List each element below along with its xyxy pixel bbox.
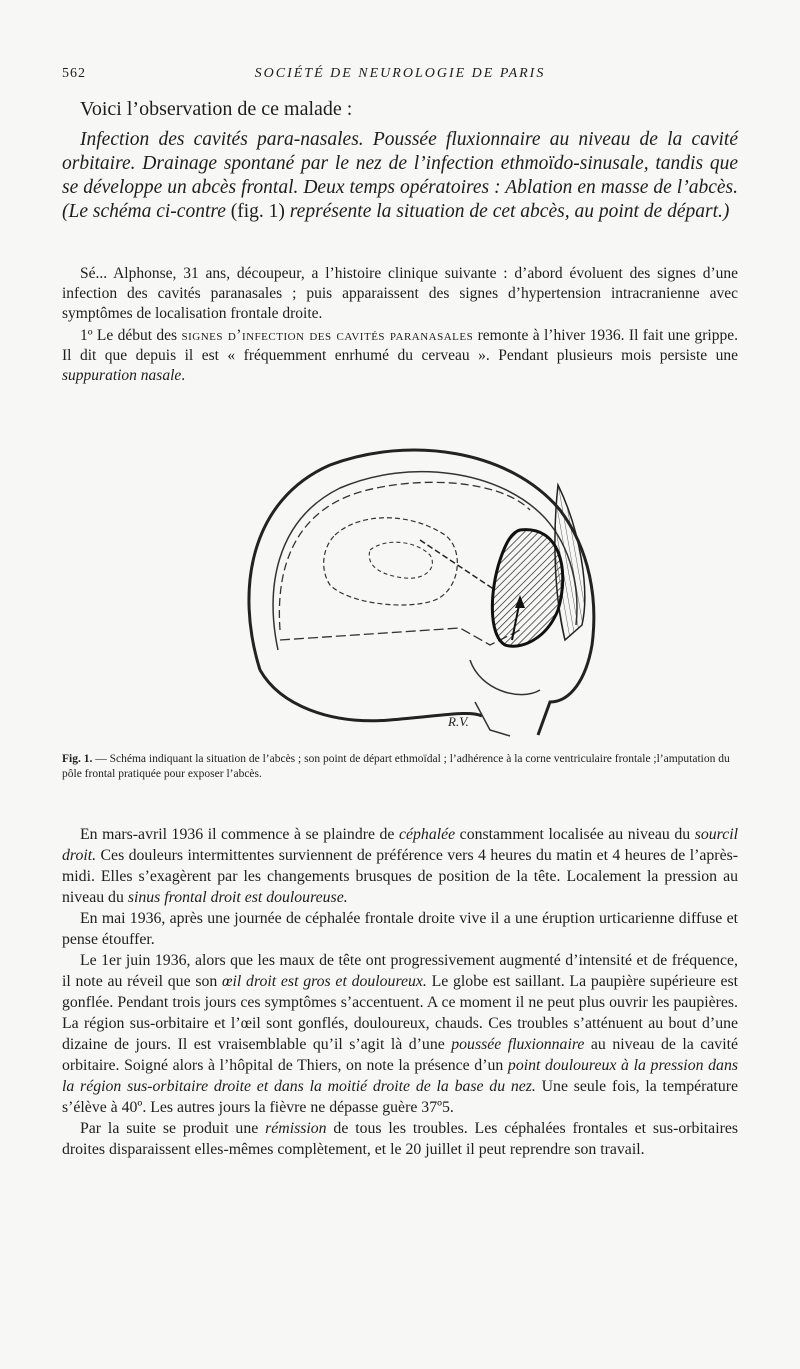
case-summary: Infection des cavités para-nasales. Poussée fluxionnaire au niveau de la cavité orbitaire. Drainage spontané par le nez de l’infection ethmoïdo-sinusale, tandis que se développe un abcès frontal. Deux temps opératoires : Ablation en masse de l’abcès. (Le schéma ci-contre (fig. 1) représente la situation de cet abcès, au point de départ.) <box>62 129 738 222</box>
page-number: 562 <box>62 66 86 81</box>
frontal-pole-dashed <box>280 628 520 645</box>
figure-caption: Fig. 1. — Schéma indiquant la situation de l’abcès ; son point de départ ethmoïdal ; l’adhérence à la corne ventriculaire frontale ;l’amputation du pôle frontal pratiquée pour exposer l’abcès. <box>62 753 730 780</box>
onset-paragraph: 1º Le début des signes d’infection des cavités paranasales remonte à l’hiver 1936. Il fait une grippe. Il dit que depuis il est « fréquemment enrhumé du cerveau ». Pendant plusieurs mois persiste une suppuration nasale. <box>62 327 738 384</box>
clinical-narrative <box>62 824 738 1160</box>
ventricle-inner <box>369 542 432 578</box>
onset-heading: signes d’infection des cavités paranasales <box>181 327 474 344</box>
paragraph-remission: Par la suite se produit une rémission de tous les troubles. Les céphalées frontales et sus-orbitaires droites disparaissent elles-mêmes complètement, et le 20 juillet il peut reprendre son travail. <box>62 1120 738 1158</box>
patient-history: Sé... Alphonse, 31 ans, découpeur, a l’histoire clinique suivante : d’abord évoluent des signes d’une infection des cavités paranasales ; puis apparaissent des signes d’hypertension intracranienne avec symptômes de localisation frontale droite. <box>62 265 738 322</box>
caption-label: Fig. 1. <box>62 753 93 765</box>
paragraph-june: Le 1er juin 1936, alors que les maux de tête ont progressivement augmenté d’intensité et de fréquence, il note au réveil que son œil droit est gros et douloureux. Le globe est saillant. La paupière supérieure est gonflée. Pendant trois jours ces symptômes s’accentuent. A ce moment il ne peut plus ouvrir les paupières. La région sus-orbitaire et l’œil sont gonflés, douloureux, chauds. Ces troubles s’atténuent au bout d’une dizaine de jours. Il est vraisemblable qu’il s’agit là d’une poussée fluxionnaire au niveau de la cavité orbitaire. Soigné alors à l’hôpital de Thiers, on note la présence d’un point douloureux à la pression dans la région sus-orbitaire droite et dans la moitié droite de la base du nez. Une seule fois, la température s’élève à 40º. Les autres jours la fièvre ne dépasse guère 37º5. <box>62 952 738 1116</box>
ventricle-outline <box>324 518 458 605</box>
figure-reference[interactable]: (fig. 1) <box>230 201 285 222</box>
paragraph-urticaria: En mai 1936, après une journée de céphalée frontale droite vive il a une éruption urticarienne diffuse et pense étouffer. <box>62 910 738 948</box>
figure-1-schema <box>220 440 600 740</box>
intro-line: Voici l’observation de ce malade : <box>80 98 353 120</box>
brain-abscess-diagram <box>220 440 600 740</box>
face-region <box>470 660 540 736</box>
paragraph-headache: En mars-avril 1936 il commence à se plaindre de céphalée constamment localisée au niveau du sourcil droit. Ces douleurs intermittentes surviennent de préférence vers 4 heures du matin et 4 heures de l’après-midi. Elles s’exagèrent par les changements brusques de position de la tête. Localement la pression au niveau du sinus frontal droit est douloureuse. <box>62 826 739 906</box>
artist-signature: R.V. <box>448 714 469 729</box>
abscess <box>492 530 562 647</box>
running-header <box>62 66 738 86</box>
journal-title: SOCIÉTÉ DE NEUROLOGIE DE PARIS <box>254 66 546 81</box>
adhesion-line <box>420 540 495 590</box>
